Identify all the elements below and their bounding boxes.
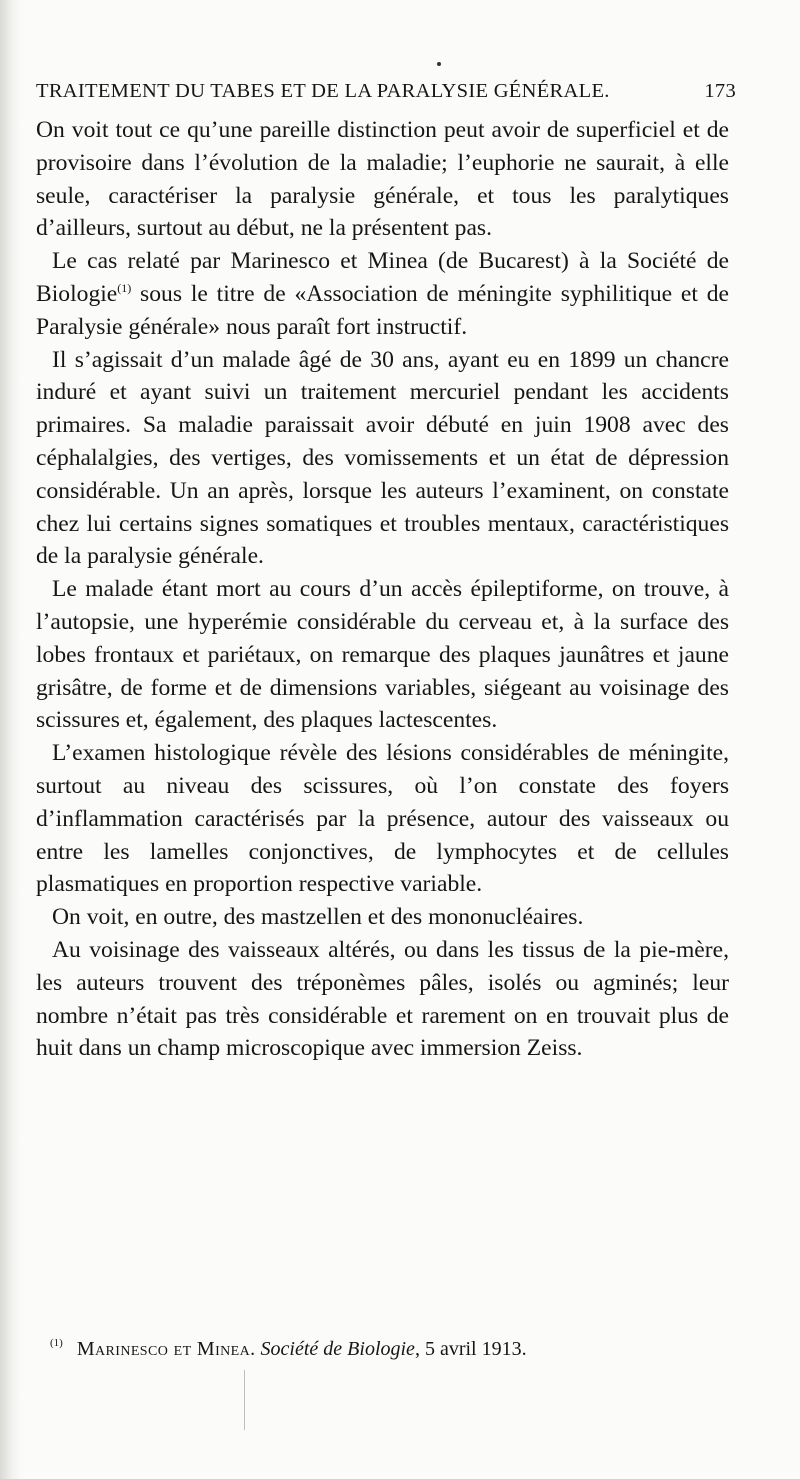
paragraph-2 [36, 245, 729, 343]
paragraph-7: Au voisinage des vaisseaux altérés, ou dans les tissus de la pie-mère, les auteurs trouvent des tréponèmes pâles, isolés ou agminés; leur nombre n’était pas très considérable et rarement on en trouvait plus de huit dans un champ microscopique avec immersion Zeiss. [36, 936, 729, 1062]
paragraph-4: Le malade étant mort au cours d’un accès épileptiforme, on trouve, à l’autopsie, une hyperémie considérable du cerveau et, à la surface des lobes frontaux et pariétaux, on remarque des plaques jaunâtres et jaune grisâtre, de forme et de dimensions variables, siégeant au voisinage des scissures et, également, des plaques lactescentes. [36, 576, 729, 734]
footnote [50, 1330, 730, 1362]
paragraph-6: On voit, en outre, des mastzellen et des mononucléaires. [52, 904, 584, 931]
footnote-authors: Marinesco et Minea. [76, 1338, 256, 1360]
running-header [36, 80, 736, 103]
paragraph-2-end: sous le titre de «Association de méningite syphilitique et de Paralysie générale» nous paraît fort instructif. [36, 280, 729, 340]
paragraph-1: On voit tout ce qu’une pareille distinction peut avoir de superficiel et de provisoire dans l’évolution de la maladie; l’euphorie ne saurait, à elle seule, caractériser la paralysie générale, et tous les paralytiques d’ailleurs, surtout au début, ne la présentent pas. [36, 117, 729, 242]
page-edge-shadow [0, 0, 22, 1479]
paragraph-5: L’examen histologique révèle des lésions considérables de méningite, surtout au niveau des scissures, où l’on constate des foyers d’inflammation caractérisés par la présence, autour des vaisseaux ou entre les lamelles conjonctives, de lymphocytes et de cellules plasmatiques en proportion respective variable. [36, 740, 729, 898]
scan-artifact-line [244, 1370, 245, 1430]
footnote-source: Société de Biologie [260, 1338, 415, 1360]
print-speck [437, 62, 441, 66]
body-text [36, 114, 729, 1065]
footnote-marker: (1) [50, 1337, 63, 1349]
page-number: 173 [704, 80, 736, 102]
footnote-reference: (1) [117, 280, 132, 295]
paragraph-3: Il s’agissait d’un malade âgé de 30 ans, ayant eu en 1899 un chancre induré et ayant suivi un traitement mercuriel pendant les accidents primaires. Sa maladie paraissait avoir débuté en juin 1908 avec des céphalalgies, des vertiges, des vomissements et un état de dépression considérable. Un an après, lorsque les auteurs l’examinent, on constate chez lui certains signes somatiques et troubles mentaux, caractéristiques de la paralysie générale. [36, 346, 729, 570]
paragraph-2-start: Le cas relaté par Marinesco et Minea (de Bucarest) à la Société de Biologie [36, 248, 729, 307]
footnote-date: , 5 avril 1913. [414, 1338, 527, 1360]
running-title: TRAITEMENT DU TABES ET DE LA PARALYSIE GÉNÉRALE. [36, 80, 610, 102]
